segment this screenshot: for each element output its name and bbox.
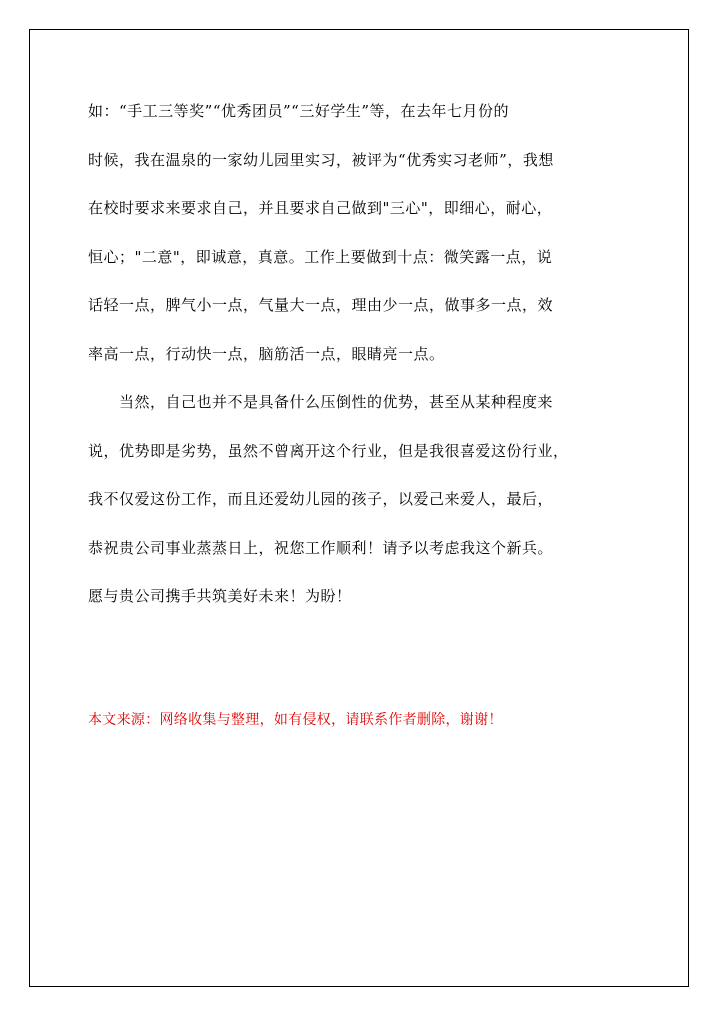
text-line: 恒心；"二意"，即诚意，真意。工作上要做到十点：微笑露一点，说 bbox=[88, 247, 553, 266]
text-line: 如：“手工三等奖”“优秀团员”“三好学生”等，在去年七月份的 bbox=[88, 102, 510, 120]
text-line: 恭祝贵公司事业蒸蒸日上，祝您工作顺利！请予以考虑我这个新兵。 bbox=[88, 538, 554, 557]
text-line: 说，优势即是劣势，虽然不曾离开这个行业，但是我很喜爱这份行业， bbox=[88, 441, 569, 460]
source-note: 本文来源：网络收集与整理，如有侵权，请联系作者删除，谢谢！ bbox=[88, 712, 503, 728]
text-line: 在校时要求来要求自己，并且要求自己做到"三心"，即细心，耐心， bbox=[88, 199, 553, 217]
text-line: 我不仅爱这份工作，而且还爱幼儿园的孩子，以爱己来爱人，最后， bbox=[88, 490, 554, 508]
text-line: 当然，自己也并不是具备什么压倒性的优势，甚至从某种程度来 bbox=[88, 393, 554, 411]
body-text bbox=[88, 95, 634, 629]
text-line: 时候，我在温泉的一家幼儿园里实习，被评为“优秀实习老师”，我想 bbox=[88, 150, 554, 169]
text-line: 率高一点，行动快一点，脑筋活一点，眼睛亮一点。 bbox=[88, 344, 445, 363]
text-line: 愿与贵公司携手共筑美好未来！为盼！ bbox=[88, 587, 352, 605]
text-line: 话轻一点，脾气小一点，气量大一点，理由少一点，做事多一点，效 bbox=[88, 296, 554, 314]
